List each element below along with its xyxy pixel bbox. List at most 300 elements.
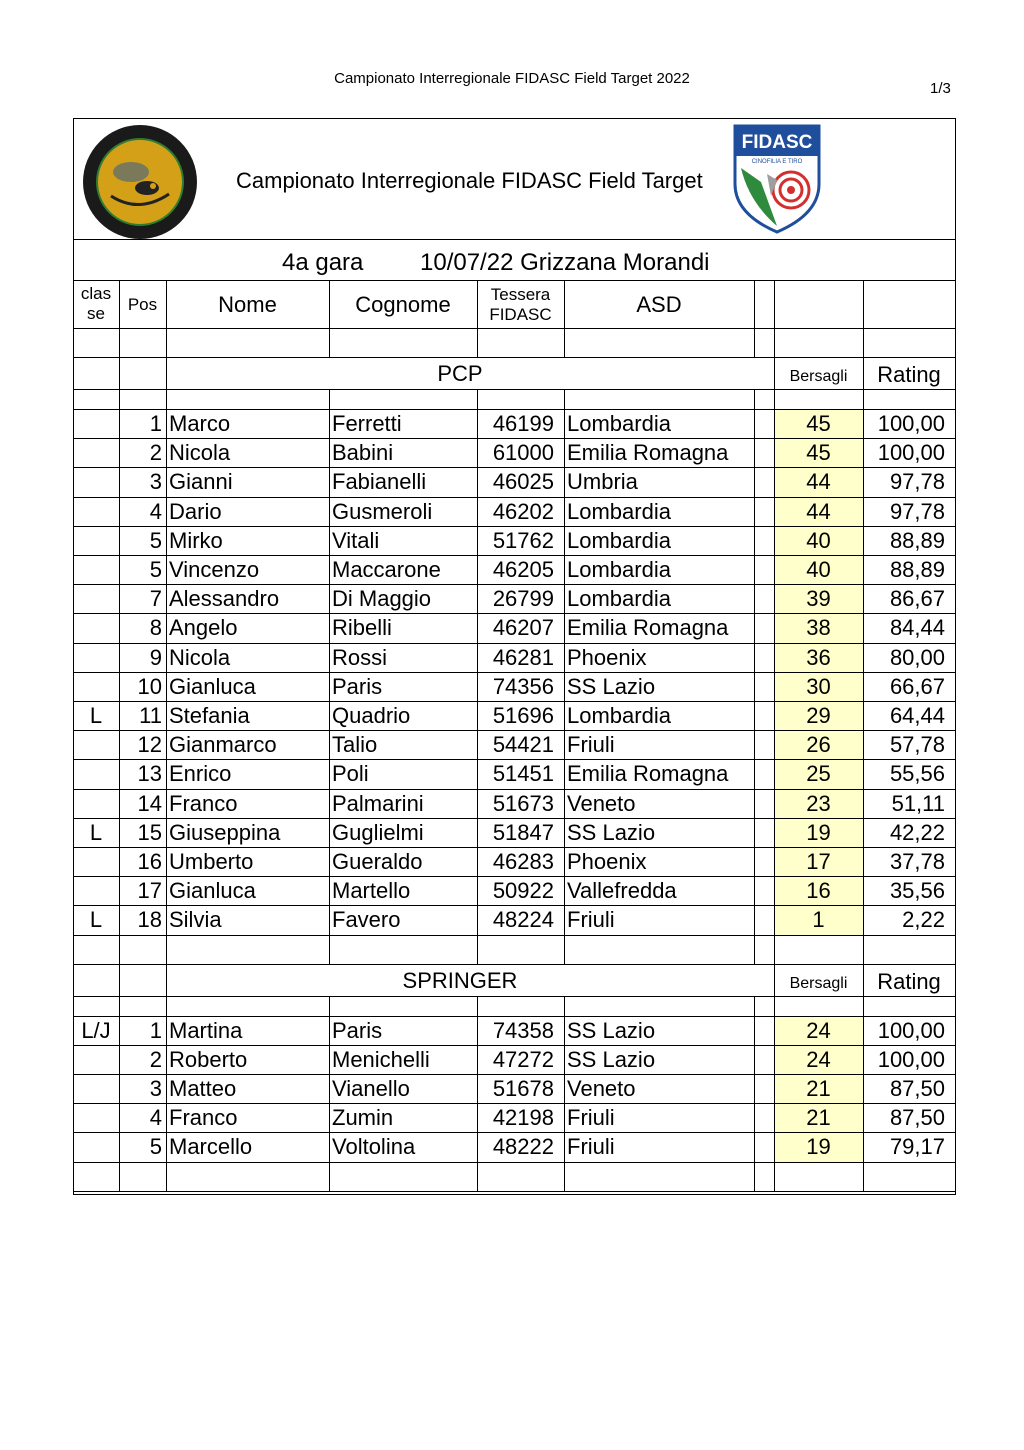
- row-classe: L/J: [81, 1017, 111, 1043]
- row-pos: 17: [137, 878, 162, 904]
- grid-line: [774, 1132, 775, 1161]
- grid-line: [774, 730, 775, 759]
- row-rating: 80,00: [889, 644, 945, 670]
- row-asd: Friuli: [567, 1105, 615, 1131]
- grid-line: [166, 730, 167, 759]
- row-rating: 64,44: [889, 703, 945, 728]
- row-rating: 55,56: [889, 761, 945, 787]
- grid-line: [863, 672, 864, 701]
- grid-line: [754, 1103, 755, 1132]
- row-bersagli: 1: [812, 907, 825, 933]
- grid-line: [477, 1132, 478, 1161]
- grid-line: [329, 818, 330, 847]
- grid-line: [754, 789, 755, 818]
- grid-line: [564, 1132, 565, 1161]
- grid-line: [119, 964, 120, 996]
- grid-line: [477, 847, 478, 876]
- grid-line: [329, 613, 330, 642]
- grid-line: [477, 328, 478, 357]
- section-rating-label: Rating: [877, 362, 941, 387]
- grid-line: [329, 438, 330, 467]
- grid-line: [564, 905, 565, 934]
- row-pos: 1: [149, 1017, 162, 1043]
- grid-line: [329, 730, 330, 759]
- grid-line: [329, 789, 330, 818]
- grid-line: [73, 239, 956, 240]
- grid-line: [863, 1162, 864, 1191]
- row-bersagli: 40: [806, 527, 831, 553]
- row-pos: 9: [149, 644, 162, 670]
- grid-line: [863, 818, 864, 847]
- row-rating: 2,22: [902, 907, 945, 933]
- section-title: PCP: [437, 361, 483, 386]
- row-cognome: Quadrio: [332, 703, 411, 728]
- grid-line: [166, 389, 167, 409]
- row-asd: Emilia Romagna: [567, 615, 729, 641]
- row-tessera: 26799: [492, 586, 554, 612]
- grid-line: [774, 555, 775, 584]
- row-tessera: 46205: [492, 557, 554, 582]
- grid-line: [564, 613, 565, 642]
- row-tessera: 46281: [492, 644, 554, 670]
- results-table: [73, 118, 955, 1194]
- grid-line: [329, 1045, 330, 1074]
- row-nome: Franco: [169, 790, 238, 816]
- grid-line: [774, 526, 775, 555]
- grid-line: [564, 935, 565, 964]
- grid-line: [863, 730, 864, 759]
- grid-line: [477, 584, 478, 613]
- grid-line: [329, 584, 330, 613]
- grid-line: [774, 905, 775, 934]
- grid-line: [564, 672, 565, 701]
- row-tessera: 51673: [492, 790, 554, 816]
- grid-line: [119, 789, 120, 818]
- row-nome: Gianni: [169, 469, 233, 495]
- grid-line: [564, 497, 565, 526]
- row-bersagli: 21: [806, 1105, 831, 1131]
- row-asd: Phoenix: [567, 849, 647, 874]
- grid-line: [754, 1074, 755, 1103]
- row-pos: 16: [137, 849, 162, 874]
- grid-line: [863, 357, 864, 389]
- grid-line: [166, 357, 167, 389]
- grid-line: [477, 1103, 478, 1132]
- grid-line: [564, 759, 565, 788]
- grid-line: [477, 789, 478, 818]
- row-tessera: 42198: [492, 1105, 554, 1131]
- grid-line: [119, 876, 120, 905]
- grid-line: [73, 389, 956, 390]
- row-bersagli: 45: [806, 411, 831, 436]
- grid-line: [166, 1103, 167, 1132]
- grid-line: [119, 280, 120, 328]
- grid-line: [774, 818, 775, 847]
- grid-line: [754, 1162, 755, 1191]
- row-bersagli: 40: [806, 557, 831, 582]
- row-asd: Veneto: [567, 1076, 636, 1101]
- grid-line: [329, 672, 330, 701]
- row-nome: Enrico: [169, 761, 232, 787]
- grid-line: [477, 935, 478, 964]
- grid-line: [477, 1045, 478, 1074]
- grid-line: [477, 1074, 478, 1103]
- row-pos: 2: [149, 1046, 162, 1072]
- column-header-classe: clas se: [80, 284, 112, 323]
- row-asd: Friuli: [567, 732, 615, 758]
- grid-line: [119, 759, 120, 788]
- grid-line: [166, 584, 167, 613]
- section-title: SPRINGER: [402, 967, 518, 993]
- grid-line: [774, 643, 775, 672]
- row-rating: 88,89: [889, 527, 945, 553]
- grid-line: [119, 905, 120, 934]
- grid-line: [774, 876, 775, 905]
- grid-line: [754, 905, 755, 934]
- grid-line: [166, 438, 167, 467]
- grid-line: [754, 438, 755, 467]
- row-rating: 97,78: [889, 469, 945, 495]
- page-number: 1/3: [930, 80, 951, 97]
- grid-line: [329, 643, 330, 672]
- grid-line: [774, 357, 775, 389]
- grid-line: [863, 643, 864, 672]
- row-pos: 14: [137, 790, 162, 816]
- row-nome: Silvia: [169, 907, 222, 933]
- grid-line: [754, 818, 755, 847]
- row-tessera: 51451: [492, 761, 554, 787]
- row-nome: Vincenzo: [169, 557, 260, 582]
- row-tessera: 46199: [492, 411, 554, 436]
- grid-line: [329, 409, 330, 438]
- grid-line: [477, 1016, 478, 1045]
- row-cognome: Gueraldo: [332, 849, 423, 874]
- grid-line: [119, 1016, 120, 1045]
- row-asd: Lombardia: [567, 411, 671, 436]
- grid-line: [754, 1016, 755, 1045]
- grid-line: [564, 876, 565, 905]
- grid-line: [119, 613, 120, 642]
- grid-line: [863, 613, 864, 642]
- grid-line: [329, 497, 330, 526]
- row-cognome: Palmarini: [332, 790, 424, 816]
- grid-line: [329, 526, 330, 555]
- row-nome: Umberto: [169, 849, 254, 874]
- grid-line: [754, 876, 755, 905]
- row-asd: SS Lazio: [567, 1017, 656, 1043]
- section-score-label: Bersagli: [789, 974, 848, 992]
- grid-line: [166, 701, 167, 730]
- grid-line: [774, 847, 775, 876]
- grid-line: [564, 996, 565, 1016]
- row-cognome: Gusmeroli: [332, 498, 433, 524]
- row-nome: Gianluca: [169, 673, 256, 699]
- row-asd: SS Lazio: [567, 673, 656, 699]
- row-cognome: Zumin: [332, 1105, 394, 1131]
- grid-line: [754, 280, 755, 328]
- grid-line: [329, 1132, 330, 1161]
- row-asd: Lombardia: [567, 498, 671, 524]
- row-nome: Martina: [169, 1017, 243, 1043]
- row-bersagli: 44: [806, 498, 831, 524]
- grid-line: [774, 964, 775, 996]
- row-rating: 97,78: [889, 498, 945, 524]
- row-tessera: 74358: [492, 1017, 554, 1043]
- grid-line: [119, 672, 120, 701]
- grid-line: [119, 643, 120, 672]
- row-cognome: Fabianelli: [332, 469, 427, 495]
- grid-line: [119, 328, 120, 357]
- grid-line: [863, 935, 864, 964]
- grid-line: [754, 759, 755, 788]
- row-nome: Stefania: [169, 703, 250, 728]
- grid-line: [119, 935, 120, 964]
- grid-line: [564, 847, 565, 876]
- row-cognome: Ribelli: [332, 615, 392, 641]
- row-tessera: 50922: [492, 878, 554, 904]
- row-classe: L: [89, 819, 103, 845]
- event-race: 4a gara: [282, 249, 364, 276]
- grid-line: [564, 1162, 565, 1191]
- row-asd: Vallefredda: [567, 878, 677, 904]
- grid-line: [477, 730, 478, 759]
- grid-line: [73, 1191, 956, 1192]
- row-pos: 12: [137, 732, 162, 758]
- grid-line: [166, 672, 167, 701]
- row-pos: 5: [149, 1134, 162, 1160]
- grid-line: [564, 555, 565, 584]
- grid-line: [166, 1162, 167, 1191]
- grid-line: [73, 328, 956, 329]
- grid-line: [329, 1103, 330, 1132]
- grid-line: [754, 730, 755, 759]
- grid-line: [119, 389, 120, 409]
- row-nome: Roberto: [169, 1046, 248, 1072]
- grid-line: [754, 1045, 755, 1074]
- row-asd: Emilia Romagna: [567, 440, 729, 466]
- grid-line: [119, 847, 120, 876]
- row-bersagli: 26: [806, 732, 831, 758]
- grid-line: [863, 996, 864, 1016]
- grid-line: [166, 818, 167, 847]
- row-cognome: Paris: [332, 1017, 383, 1043]
- grid-line: [774, 701, 775, 730]
- row-bersagli: 19: [806, 1134, 831, 1160]
- row-nome: Mirko: [169, 527, 223, 553]
- grid-line: [564, 526, 565, 555]
- grid-line: [166, 905, 167, 934]
- row-cognome: Guglielmi: [332, 819, 424, 845]
- row-asd: Lombardia: [567, 703, 671, 728]
- grid-line: [863, 584, 864, 613]
- grid-line: [119, 996, 120, 1016]
- row-asd: Friuli: [567, 907, 615, 933]
- grid-line: [774, 409, 775, 438]
- grid-line: [119, 701, 120, 730]
- grid-line: [863, 789, 864, 818]
- grid-line: [329, 555, 330, 584]
- row-rating: 87,50: [889, 1076, 945, 1101]
- row-cognome: Favero: [332, 907, 401, 933]
- grid-line: [774, 613, 775, 642]
- row-nome: Nicola: [169, 440, 231, 466]
- grid-line: [477, 701, 478, 730]
- grid-line: [166, 1132, 167, 1161]
- grid-line: [754, 497, 755, 526]
- row-rating: 57,78: [889, 732, 945, 758]
- grid-line: [863, 1016, 864, 1045]
- row-rating: 37,78: [889, 849, 945, 874]
- grid-line: [564, 643, 565, 672]
- grid-line: [774, 497, 775, 526]
- grid-line: [774, 789, 775, 818]
- grid-line: [166, 847, 167, 876]
- grid-line: [774, 328, 775, 357]
- row-pos: 7: [149, 586, 162, 612]
- row-cognome: Rossi: [332, 644, 388, 670]
- row-cognome: Talio: [332, 732, 378, 758]
- grid-line: [329, 328, 330, 357]
- row-asd: Umbria: [567, 469, 638, 495]
- grid-line: [863, 526, 864, 555]
- column-header-asd: ASD: [636, 292, 682, 317]
- grid-line: [863, 280, 864, 328]
- grid-line: [564, 409, 565, 438]
- grid-line: [73, 280, 956, 281]
- grid-line: [863, 409, 864, 438]
- grid-line: [166, 280, 167, 328]
- grid-line: [166, 789, 167, 818]
- grid-line: [119, 1074, 120, 1103]
- fidasc-logo: [731, 122, 823, 234]
- grid-line: [329, 1016, 330, 1045]
- grid-line: [119, 1162, 120, 1191]
- row-pos: 15: [137, 819, 162, 845]
- grid-line: [329, 467, 330, 496]
- grid-line: [329, 847, 330, 876]
- row-rating: 42,22: [889, 819, 945, 845]
- row-tessera: 74356: [492, 673, 554, 699]
- grid-line: [774, 759, 775, 788]
- row-rating: 88,89: [889, 557, 945, 582]
- row-bersagli: 24: [806, 1046, 831, 1072]
- row-tessera: 48224: [492, 907, 554, 933]
- grid-line: [863, 1103, 864, 1132]
- row-cognome: Babini: [332, 440, 394, 466]
- grid-line: [119, 818, 120, 847]
- grid-line: [119, 730, 120, 759]
- club-logo: [81, 124, 199, 240]
- row-bersagli: 29: [806, 703, 831, 728]
- row-rating: 35,56: [889, 878, 945, 904]
- grid-line: [73, 118, 956, 119]
- row-bersagli: 39: [806, 586, 831, 612]
- row-rating: 87,50: [889, 1105, 945, 1131]
- grid-line: [166, 643, 167, 672]
- row-tessera: 51847: [492, 819, 554, 845]
- grid-line: [329, 996, 330, 1016]
- grid-line: [754, 555, 755, 584]
- grid-line: [863, 389, 864, 409]
- row-asd: Emilia Romagna: [567, 761, 729, 787]
- row-asd: Friuli: [567, 1134, 615, 1160]
- row-tessera: 51678: [492, 1076, 554, 1101]
- row-tessera: 51696: [492, 703, 554, 728]
- grid-line: [166, 964, 167, 996]
- grid-line: [166, 1045, 167, 1074]
- row-bersagli: 44: [806, 469, 831, 495]
- grid-line: [863, 1074, 864, 1103]
- grid-line: [754, 701, 755, 730]
- grid-line: [119, 584, 120, 613]
- grid-line: [166, 613, 167, 642]
- grid-line: [119, 555, 120, 584]
- row-tessera: 46025: [492, 469, 554, 495]
- grid-line: [166, 526, 167, 555]
- grid-line: [73, 964, 956, 965]
- grid-line: [754, 1132, 755, 1161]
- grid-line: [73, 1162, 956, 1163]
- grid-line: [477, 497, 478, 526]
- grid-line: [754, 672, 755, 701]
- grid-line: [564, 789, 565, 818]
- grid-line: [754, 409, 755, 438]
- row-tessera: 47272: [492, 1046, 554, 1072]
- grid-line: [754, 935, 755, 964]
- grid-line: [119, 438, 120, 467]
- row-pos: 4: [149, 1105, 162, 1131]
- row-pos: 11: [139, 703, 162, 728]
- grid-line: [774, 467, 775, 496]
- grid-line: [119, 1132, 120, 1161]
- grid-line: [119, 467, 120, 496]
- row-bersagli: 23: [806, 790, 831, 816]
- row-cognome: Poli: [332, 761, 369, 787]
- row-cognome: Voltolina: [332, 1134, 416, 1160]
- grid-line: [477, 526, 478, 555]
- grid-line: [166, 935, 167, 964]
- row-bersagli: 30: [806, 673, 831, 699]
- grid-line: [754, 996, 755, 1016]
- fidasc-logo-subtitle: CINOFILIA E TIRO: [751, 159, 803, 165]
- grid-line: [119, 357, 120, 389]
- grid-line: [863, 876, 864, 905]
- grid-line: [329, 935, 330, 964]
- grid-line: [863, 1045, 864, 1074]
- row-cognome: Menichelli: [332, 1046, 430, 1072]
- grid-line: [863, 964, 864, 996]
- row-nome: Marcello: [169, 1134, 253, 1160]
- grid-line: [564, 1074, 565, 1103]
- grid-line: [564, 701, 565, 730]
- grid-line: [119, 1045, 120, 1074]
- grid-line: [754, 328, 755, 357]
- grid-line: [774, 1045, 775, 1074]
- grid-line: [863, 759, 864, 788]
- grid-line: [477, 280, 478, 328]
- grid-line: [754, 584, 755, 613]
- row-rating: 100,00: [877, 1017, 945, 1043]
- grid-line: [73, 1194, 956, 1195]
- row-nome: Gianluca: [169, 878, 256, 904]
- row-asd: Lombardia: [567, 527, 671, 553]
- grid-line: [329, 389, 330, 409]
- grid-line: [754, 526, 755, 555]
- row-pos: 4: [149, 498, 162, 524]
- grid-line: [477, 672, 478, 701]
- grid-line: [774, 1016, 775, 1045]
- grid-line: [166, 497, 167, 526]
